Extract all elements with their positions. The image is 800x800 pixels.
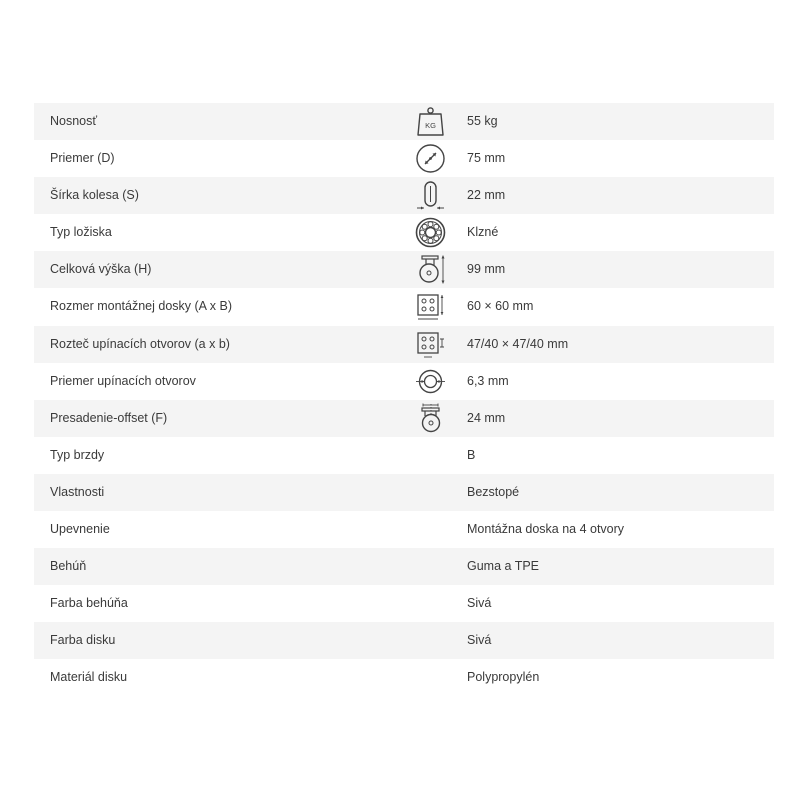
spec-row-mounting (34, 511, 774, 548)
spec-value: Bezstopé (467, 484, 520, 499)
spec-value: Klzné (467, 225, 499, 240)
offset-icon (414, 402, 447, 435)
spec-label: Upevnenie (50, 522, 110, 537)
spec-value: 22 mm (467, 188, 506, 203)
spec-value: 55 kg (467, 114, 498, 128)
spec-row-disc-material (34, 659, 774, 696)
spec-row-wheel-width (34, 177, 774, 214)
spec-label: Farba behúňa (50, 596, 128, 611)
weight-kg-icon (414, 105, 447, 138)
spec-label: Materiál disku (50, 670, 128, 685)
spec-label: Priemer upínacích otvorov (50, 373, 196, 388)
spec-row-total-height (34, 251, 774, 288)
diameter-icon (414, 142, 447, 175)
spec-label: Celková výška (H) (50, 262, 152, 277)
spec-label: Vlastnosti (50, 484, 105, 499)
total-height-icon (414, 253, 447, 286)
spec-label: Presadenie-offset (F) (50, 410, 168, 425)
weight-icon-text: KG (425, 121, 436, 130)
spec-value: B (467, 447, 476, 462)
spec-label: Nosnosť (50, 114, 98, 128)
spec-label: Typ ložiska (50, 225, 112, 240)
spec-value: 6,3 mm (467, 373, 509, 388)
spec-value: 60 × 60 mm (467, 299, 534, 314)
spec-value: Polypropylén (467, 670, 540, 685)
spec-row-bearing-type (34, 214, 774, 251)
wheel-width-icon (414, 179, 447, 212)
spec-row-properties (34, 474, 774, 511)
spec-row-plate-size (34, 288, 774, 325)
spec-label: Behúň (50, 559, 87, 574)
spec-row-hole-spacing (34, 326, 774, 363)
spec-row-offset (34, 400, 774, 437)
spec-value: Montážna doska na 4 otvory (467, 522, 625, 537)
hole-spacing-icon (414, 328, 447, 361)
bearing-icon (414, 216, 447, 249)
spec-row-load-capacity (34, 103, 774, 140)
spec-value: Sivá (467, 596, 492, 611)
spec-row-tread (34, 548, 774, 585)
spec-row-disc-color (34, 622, 774, 659)
spec-label: Priemer (D) (50, 151, 115, 166)
spec-row-hole-diameter (34, 363, 774, 400)
spec-value: 47/40 × 47/40 mm (467, 336, 569, 351)
spec-row-brake-type (34, 437, 774, 474)
plate-size-icon (414, 290, 447, 323)
spec-value: Sivá (467, 633, 492, 648)
spec-label: Typ brzdy (50, 447, 105, 462)
hole-diameter-icon (414, 365, 447, 398)
spec-label: Farba disku (50, 633, 116, 648)
spec-row-diameter (34, 140, 774, 177)
spec-table (34, 103, 774, 697)
spec-label: Rozteč upínacích otvorov (a x b) (50, 336, 230, 351)
spec-value: 24 mm (467, 410, 506, 425)
spec-value: 75 mm (467, 151, 506, 166)
spec-row-tread-color (34, 585, 774, 622)
spec-value: 99 mm (467, 262, 506, 277)
spec-value: Guma a TPE (467, 559, 540, 574)
spec-label: Šírka kolesa (S) (50, 188, 139, 203)
spec-label: Rozmer montážnej dosky (A x B) (50, 299, 233, 314)
